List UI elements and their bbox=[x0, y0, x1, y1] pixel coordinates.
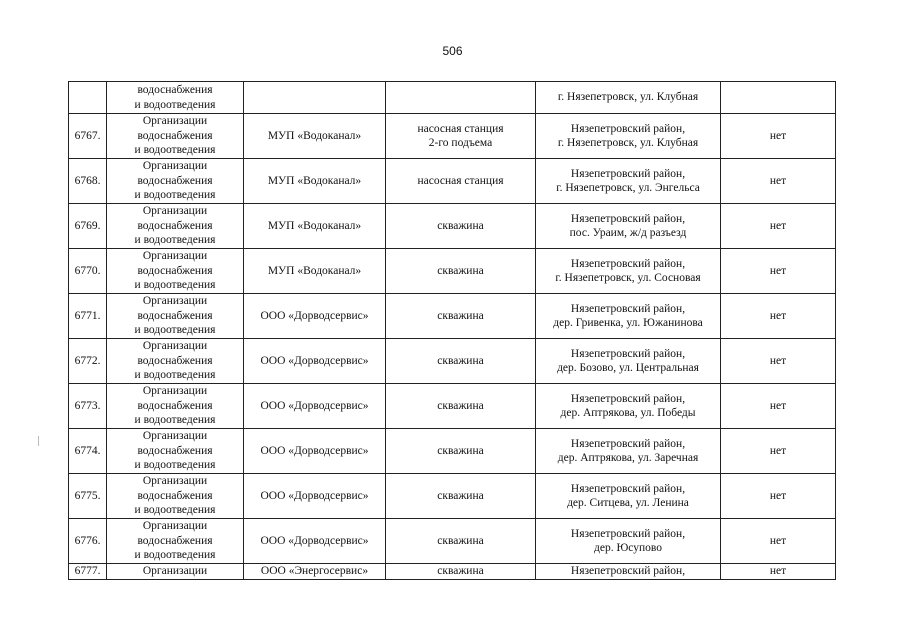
org-line: и водоотведения bbox=[134, 324, 216, 337]
cell-organization bbox=[107, 114, 244, 159]
org-line: и водоотведения bbox=[134, 459, 216, 472]
object-line: скважина bbox=[437, 565, 484, 577]
cell-number bbox=[69, 82, 107, 114]
cell-number: 6773. bbox=[69, 384, 107, 429]
org-line: Организации bbox=[142, 430, 208, 443]
object-line: насосная станция bbox=[417, 122, 504, 135]
address-line: Нязепетровский район, bbox=[570, 212, 686, 225]
address-line: Нязепетровский район, bbox=[570, 437, 686, 450]
cell-organization bbox=[107, 519, 244, 564]
org-line: Организации bbox=[142, 205, 208, 218]
org-line: Организации bbox=[142, 565, 208, 577]
address-line: г. Нязепетровск, ул. Сосновая bbox=[555, 272, 701, 284]
cell-organization bbox=[107, 384, 244, 429]
cell-number: 6770. bbox=[69, 249, 107, 294]
cell-value: нет bbox=[721, 429, 836, 474]
cell-address bbox=[536, 204, 721, 249]
cell-owner: ООО «Энергосервис» bbox=[244, 564, 386, 580]
cell-object bbox=[386, 474, 536, 519]
address-line: Нязепетровский район, bbox=[570, 257, 686, 270]
object-line: 2-го подъема bbox=[428, 137, 493, 149]
object-line: скважина bbox=[437, 399, 484, 412]
cell-owner: ООО «Дорводсервис» bbox=[244, 294, 386, 339]
object-line: скважина bbox=[437, 489, 484, 502]
address-line: Нязепетровский район, bbox=[570, 482, 686, 495]
org-line: водоснабжения bbox=[137, 354, 213, 367]
cell-object bbox=[386, 384, 536, 429]
cell-owner: МУП «Водоканал» bbox=[244, 204, 386, 249]
cell-value: нет bbox=[721, 564, 836, 580]
object-line: скважина bbox=[437, 534, 484, 547]
cell-value bbox=[721, 82, 836, 114]
cell-value: нет bbox=[721, 384, 836, 429]
table-row bbox=[69, 114, 836, 159]
org-line: Организации bbox=[142, 295, 208, 308]
cell-value: нет bbox=[721, 249, 836, 294]
org-line: Организации bbox=[142, 520, 208, 533]
org-line: водоснабжения bbox=[137, 399, 213, 412]
cell-value: нет bbox=[721, 114, 836, 159]
address-line: Нязепетровский район, bbox=[570, 565, 686, 577]
cell-object bbox=[386, 249, 536, 294]
cell-number: 6767. bbox=[69, 114, 107, 159]
object-line: скважина bbox=[437, 354, 484, 367]
org-line: водоснабжения bbox=[137, 174, 213, 187]
cell-object bbox=[386, 429, 536, 474]
cell-number: 6777. bbox=[69, 564, 107, 580]
cell-number: 6775. bbox=[69, 474, 107, 519]
cell-organization bbox=[107, 429, 244, 474]
org-line: водоснабжения bbox=[137, 309, 213, 322]
org-line: водоснабжения bbox=[137, 534, 213, 547]
cell-object bbox=[386, 82, 536, 114]
table-row bbox=[69, 294, 836, 339]
cell-organization bbox=[107, 564, 244, 580]
cell-organization bbox=[107, 82, 244, 114]
org-line: Организации bbox=[142, 250, 208, 263]
object-line: скважина bbox=[437, 264, 484, 277]
table-row bbox=[69, 204, 836, 249]
address-line: дер. Гривенка, ул. Южанинова bbox=[553, 317, 703, 329]
cell-number: 6776. bbox=[69, 519, 107, 564]
org-line: и водоотведения bbox=[134, 189, 216, 202]
margin-mark bbox=[38, 436, 39, 446]
org-line: водоснабжения bbox=[137, 264, 213, 277]
table-row bbox=[69, 519, 836, 564]
org-line: водоснабжения bbox=[137, 129, 213, 142]
org-line: и водоотведения bbox=[134, 369, 216, 382]
org-line: водоснабжения bbox=[137, 219, 213, 232]
address-line: дер. Аптрякова, ул. Заречная bbox=[557, 452, 699, 464]
cell-organization bbox=[107, 204, 244, 249]
cell-number: 6771. bbox=[69, 294, 107, 339]
org-line: Организации bbox=[142, 340, 208, 353]
org-line: Организации bbox=[142, 115, 208, 128]
cell-address bbox=[536, 429, 721, 474]
cell-object bbox=[386, 339, 536, 384]
address-line: дер. Аптрякова, ул. Победы bbox=[560, 407, 696, 419]
cell-value: нет bbox=[721, 339, 836, 384]
object-line: скважина bbox=[437, 219, 484, 232]
cell-organization bbox=[107, 339, 244, 384]
page-number: 506 bbox=[442, 44, 463, 58]
org-line: и водоотведения bbox=[134, 144, 216, 157]
cell-address bbox=[536, 82, 721, 114]
org-line: и водоотведения bbox=[134, 414, 216, 427]
object-line: скважина bbox=[437, 309, 484, 322]
cell-address bbox=[536, 249, 721, 294]
org-line: водоснабжения bbox=[137, 444, 213, 457]
cell-value: нет bbox=[721, 159, 836, 204]
cell-object bbox=[386, 159, 536, 204]
cell-value: нет bbox=[721, 474, 836, 519]
registry-table bbox=[68, 81, 836, 580]
cell-owner: ООО «Дорводсервис» bbox=[244, 429, 386, 474]
table-row-last bbox=[69, 564, 836, 580]
cell-value: нет bbox=[721, 294, 836, 339]
cell-address bbox=[536, 114, 721, 159]
cell-number: 6768. bbox=[69, 159, 107, 204]
org-line: и водоотведения bbox=[134, 98, 216, 111]
cell-address bbox=[536, 474, 721, 519]
cell-address bbox=[536, 384, 721, 429]
cell-organization bbox=[107, 294, 244, 339]
cell-owner: МУП «Водоканал» bbox=[244, 249, 386, 294]
address-line: Нязепетровский район, bbox=[570, 302, 686, 315]
cell-organization bbox=[107, 249, 244, 294]
cell-value: нет bbox=[721, 204, 836, 249]
org-line: и водоотведения bbox=[134, 234, 216, 247]
cell-owner bbox=[244, 82, 386, 114]
cell-address bbox=[536, 294, 721, 339]
cell-address bbox=[536, 519, 721, 564]
cell-owner: ООО «Дорводсервис» bbox=[244, 339, 386, 384]
object-line: насосная станция bbox=[417, 174, 504, 187]
cell-number: 6769. bbox=[69, 204, 107, 249]
table-row bbox=[69, 429, 836, 474]
address-line: г. Нязепетровск, ул. Клубная bbox=[557, 91, 699, 104]
org-line: водоснабжения bbox=[137, 489, 213, 502]
cell-object bbox=[386, 114, 536, 159]
cell-value: нет bbox=[721, 519, 836, 564]
cell-organization bbox=[107, 474, 244, 519]
cell-address bbox=[536, 339, 721, 384]
org-line: водоснабжения bbox=[137, 84, 213, 96]
table-row bbox=[69, 249, 836, 294]
address-line: дер. Юсупово bbox=[594, 542, 662, 554]
table-row bbox=[69, 384, 836, 429]
org-line: и водоотведения bbox=[134, 504, 216, 517]
cell-object bbox=[386, 564, 536, 580]
cell-number: 6772. bbox=[69, 339, 107, 384]
cell-address bbox=[536, 159, 721, 204]
cell-object bbox=[386, 204, 536, 249]
address-line: дер. Ситцева, ул. Ленина bbox=[567, 497, 689, 509]
org-line: и водоотведения bbox=[134, 549, 216, 562]
cell-owner: ООО «Дорводсервис» bbox=[244, 384, 386, 429]
table-row bbox=[69, 339, 836, 384]
org-line: Организации bbox=[142, 160, 208, 173]
cell-number: 6774. bbox=[69, 429, 107, 474]
address-line: г. Нязепетровск, ул. Клубная bbox=[557, 137, 699, 149]
cell-address bbox=[536, 564, 721, 580]
table-row bbox=[69, 474, 836, 519]
org-line: и водоотведения bbox=[134, 279, 216, 292]
table-row bbox=[69, 159, 836, 204]
table-row-continued bbox=[69, 82, 836, 114]
cell-owner: МУП «Водоканал» bbox=[244, 159, 386, 204]
address-line: Нязепетровский район, bbox=[570, 347, 686, 360]
cell-owner: ООО «Дорводсервис» bbox=[244, 519, 386, 564]
address-line: г. Нязепетровск, ул. Энгельса bbox=[556, 182, 700, 194]
cell-object bbox=[386, 519, 536, 564]
address-line: Нязепетровский район, bbox=[570, 167, 686, 180]
cell-owner: МУП «Водоканал» bbox=[244, 114, 386, 159]
cell-organization bbox=[107, 159, 244, 204]
address-line: Нязепетровский район, bbox=[570, 122, 686, 135]
org-line: Организации bbox=[142, 385, 208, 398]
address-line: Нязепетровский район, bbox=[570, 392, 686, 405]
address-line: Нязепетровский район, bbox=[570, 527, 686, 540]
cell-owner: ООО «Дорводсервис» bbox=[244, 474, 386, 519]
address-line: пос. Ураим, ж/д разъезд bbox=[569, 227, 687, 239]
address-line: дер. Бозово, ул. Центральная bbox=[557, 362, 699, 374]
object-line: скважина bbox=[437, 444, 484, 457]
org-line: Организации bbox=[142, 475, 208, 488]
cell-object bbox=[386, 294, 536, 339]
